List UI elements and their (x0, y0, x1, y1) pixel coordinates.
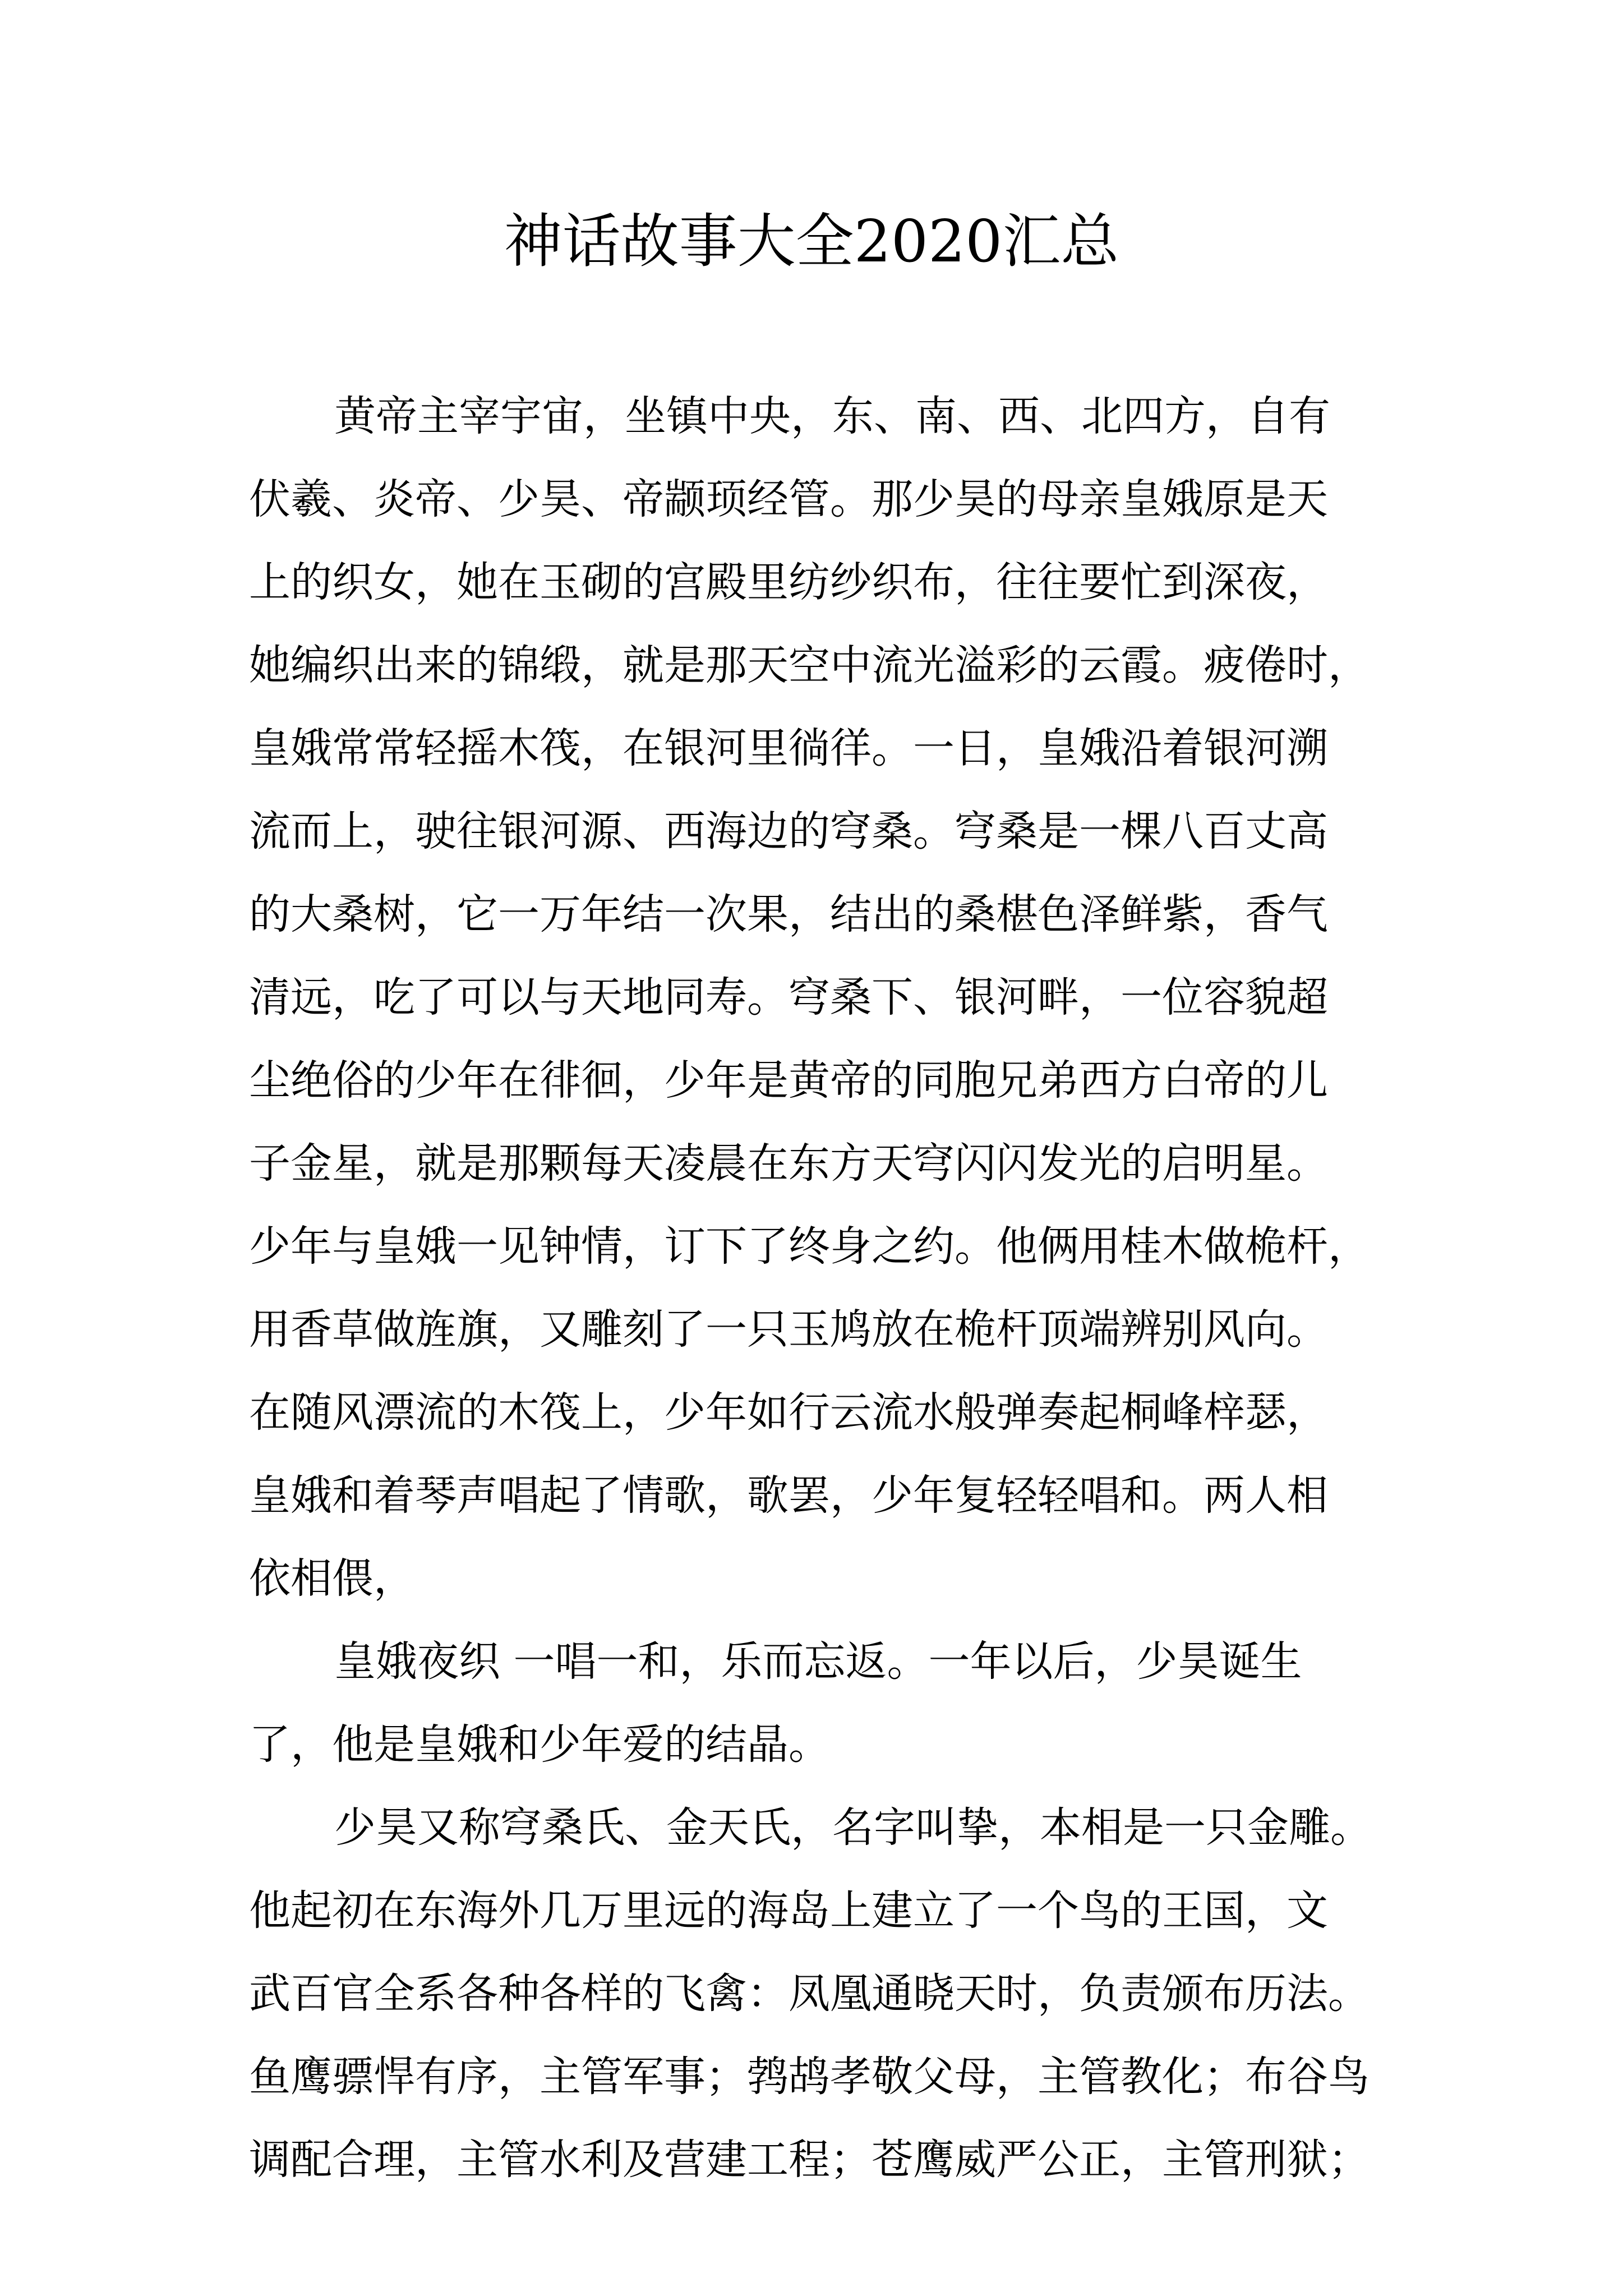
paragraph-1 (249, 375, 1393, 1620)
text-line: 皇娥和着琴声唱起了情歌，歌罢，少年复轻轻唱和。两人相 (249, 1471, 1328, 1520)
text-line: 少昊又称穹桑氏、金天氏，名字叫挚，本相是一只金雕。 (334, 1803, 1372, 1852)
text-line: 黄帝主宰宇宙，坐镇中央，东、南、西、北四方，自有 (334, 392, 1330, 440)
text-line: 武百官全系各种各样的飞禽：凤凰通晓天时，负责颁布历法。 (249, 1970, 1370, 2018)
text-line: 她编织出来的锦缎，就是那天空中流光溢彩的云霞。疲倦时， (249, 641, 1370, 689)
document-title: 神话故事大全2020汇总 (504, 207, 1119, 275)
text-line: 流而上，驶往银河源、西海边的穹桑。穹桑是一棵八百丈高 (249, 807, 1328, 855)
text-line: 少年与皇娥一见钟情，订下了终身之约。他俩用桂木做桅杆， (249, 1222, 1370, 1271)
text-line: 上的织女，她在玉砌的宫殿里纺纱织布，往往要忙到深夜， (249, 558, 1328, 606)
text-line: 伏羲、炎帝、少昊、帝颛顼经管。那少昊的母亲皇娥原是天 (249, 475, 1328, 523)
text-line: 子金星，就是那颗每天凌晨在东方天穹闪闪发光的启明星。 (249, 1139, 1328, 1188)
paragraph-2 (249, 1620, 1393, 1786)
text-line: 皇娥夜织 一唱一和，乐而忘返。一年以后，少昊诞生 (334, 1637, 1302, 1686)
text-line: 清远，吃了可以与天地同寿。穹桑下、银河畔，一位容貌超 (249, 973, 1328, 1022)
text-line: 依相偎， (249, 1554, 415, 1603)
text-line: 在随风漂流的木筏上，少年如行云流水般弹奏起桐峰梓瑟， (249, 1388, 1328, 1437)
text-line: 的大桑树，它一万年结一次果，结出的桑椹色泽鲜紫，香气 (249, 890, 1328, 938)
text-line: 鱼鹰骠悍有序，主管军事；鹁鸪孝敬父母，主管教化；布谷鸟 (249, 2053, 1370, 2101)
document-body (249, 375, 1393, 2201)
text-line: 皇娥常常轻摇木筏，在银河里徜徉。一日，皇娥沿着银河溯 (249, 724, 1328, 772)
text-line: 调配合理，主管水利及营建工程；苍鹰威严公正，主管刑狱； (249, 2136, 1370, 2184)
text-line: 尘绝俗的少年在徘徊，少年是黄帝的同胞兄弟西方白帝的儿 (249, 1056, 1328, 1105)
text-line: 他起初在东海外几万里远的海岛上建立了一个鸟的王国，文 (249, 1887, 1328, 1935)
paragraph-3 (249, 1786, 1393, 2201)
text-line: 了，他是皇娥和少年爱的结晶。 (249, 1720, 830, 1769)
text-line: 用香草做旌旗，又雕刻了一只玉鸠放在桅杆顶端辨别风向。 (249, 1305, 1328, 1354)
